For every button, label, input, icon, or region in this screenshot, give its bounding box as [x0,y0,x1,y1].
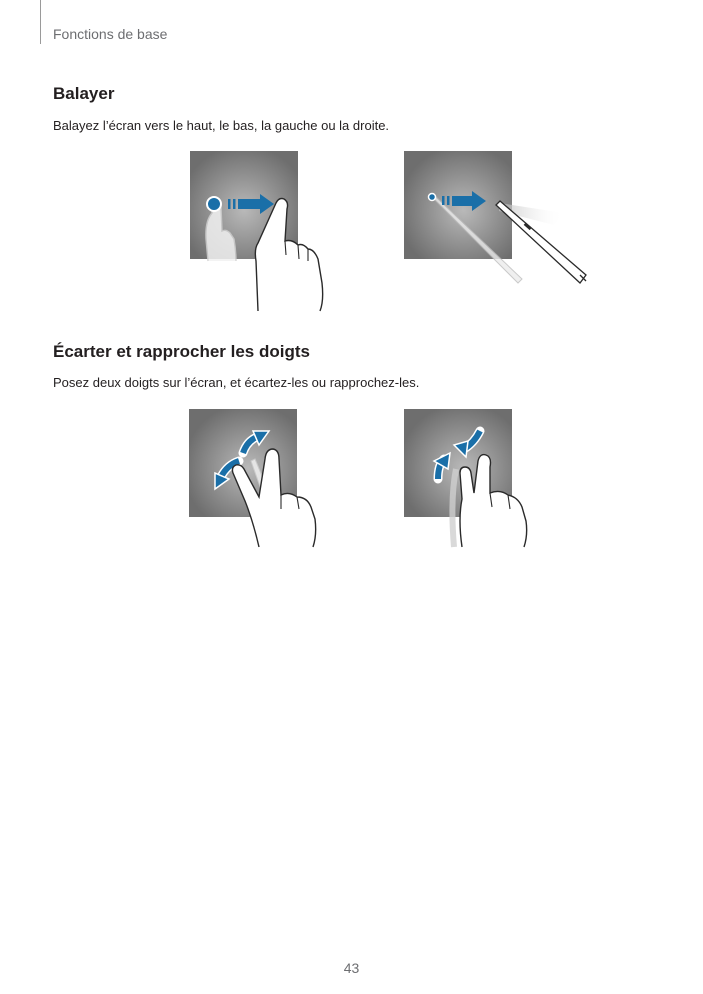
section-heading-pinch: Écarter et rapprocher les doigts [53,342,310,361]
section-description-swipe: Balayez l’écran vers le haut, le bas, la gauche ou la droite. [53,118,390,133]
page-number: 43 [343,960,360,976]
section-header: Fonctions de base [53,26,168,42]
section-description-pinch: Posez deux doigts sur l’écran, et écartez-les ou rapprochez-les. [53,375,420,390]
swipe-finger-illustration [190,151,330,311]
margin-rule [40,0,41,44]
swipe-spen-illustration [404,151,594,291]
section-heading-swipe: Balayer [53,84,115,103]
pinch-fingers-illustration [404,409,544,549]
spread-fingers-illustration [189,409,329,549]
